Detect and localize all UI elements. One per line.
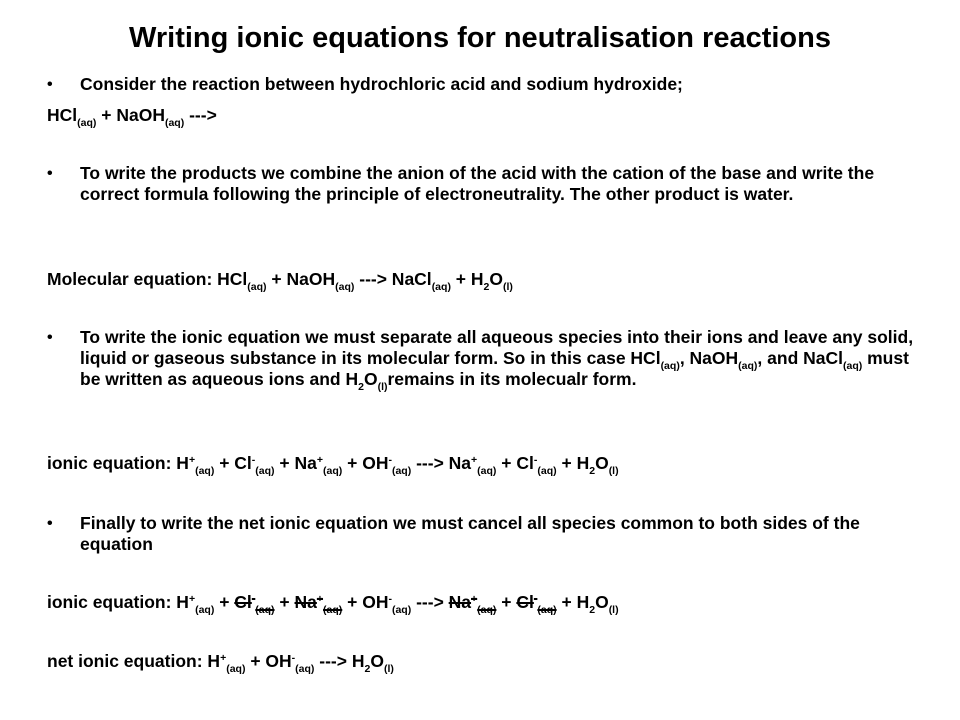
text-run: Consider the reaction between hydrochloric acid and sodium hydroxide; — [80, 74, 683, 94]
subscript: (aq) — [323, 604, 343, 616]
text-run: + Cl — [496, 453, 534, 473]
bullet-text-consider-reaction — [80, 74, 920, 95]
ionic-equation — [47, 453, 619, 477]
superscript: + — [188, 593, 196, 605]
subscript: (aq) — [247, 281, 267, 293]
text-run: ---> — [184, 105, 217, 125]
subscript: (aq) — [431, 281, 451, 293]
text-run: + H — [450, 269, 484, 289]
text-run: + — [214, 592, 235, 612]
text-run: + — [274, 592, 295, 612]
text-run: + OH — [342, 453, 389, 473]
superscript: + — [220, 652, 227, 664]
text-run: + NaOH — [96, 105, 165, 125]
subscript: 2 — [589, 465, 596, 477]
text-run: + OH — [342, 592, 389, 612]
text-run: + Na — [274, 453, 317, 473]
text-run: Molecular equation: HCl — [47, 269, 248, 289]
text-run: HCl — [47, 105, 78, 125]
text-run: To write the ionic equation we must separate all aqueous species into their ions and leave any solid, liquid or gaseous substance in its molecular form. So in this case HCl — [80, 327, 914, 368]
subscript: (aq) — [477, 604, 497, 616]
slide-title: Writing ionic equations for neutralisation reactions — [129, 22, 831, 54]
superscript: - — [388, 593, 392, 605]
superscript: - — [533, 454, 538, 466]
subscript: (aq) — [295, 663, 315, 675]
subscript: (l) — [503, 281, 513, 293]
subscript: (aq) — [660, 360, 680, 372]
text-run: ---> H — [314, 651, 365, 671]
text-run: ionic equation: H — [47, 453, 189, 473]
subscript: (aq) — [255, 465, 275, 477]
text-run: ---> NaCl — [354, 269, 432, 289]
text-run: remains in its molecualr form. — [387, 369, 637, 389]
subscript: (l) — [383, 663, 394, 675]
text-run: , NaOH — [679, 348, 739, 368]
superscript: - — [388, 454, 392, 466]
superscript: + — [316, 454, 324, 466]
bullet-marker: • — [47, 76, 53, 93]
ionic-equation-cancelled — [47, 592, 619, 616]
superscript: - — [251, 593, 256, 605]
subscript: (l) — [608, 465, 619, 477]
subscript: (aq) — [843, 360, 863, 372]
bullet-marker: • — [47, 515, 53, 532]
subscript: 2 — [589, 604, 596, 616]
molecular-equation — [47, 269, 513, 293]
text-run: Cl — [516, 592, 534, 612]
text-run: O — [363, 369, 378, 389]
bullet-marker: • — [47, 165, 53, 182]
text-run: , and NaCl — [757, 348, 843, 368]
subscript: (aq) — [477, 465, 497, 477]
text-run: Na — [448, 592, 472, 612]
bullet-text-net-ionic — [80, 513, 920, 555]
subscript: (aq) — [738, 360, 758, 372]
superscript: + — [316, 593, 324, 605]
subscript: (aq) — [195, 465, 215, 477]
text-run: + H — [556, 592, 590, 612]
subscript: (aq) — [537, 465, 557, 477]
reactants-equation — [47, 105, 217, 129]
text-run: + NaOH — [266, 269, 336, 289]
subscript: (aq) — [195, 604, 215, 616]
net-ionic-equation — [47, 651, 394, 675]
superscript: + — [471, 593, 478, 605]
bullet-marker: • — [47, 329, 53, 346]
subscript: (l) — [608, 604, 619, 616]
text-run: Na — [294, 592, 317, 612]
text-run: ---> — [411, 592, 449, 612]
subscript: (aq) — [323, 465, 343, 477]
text-run: net ionic equation: H — [47, 651, 221, 671]
text-run: Finally to write the net ionic equation we must cancel all species common to both sides of the equation — [80, 513, 860, 554]
bullet-text-ionic-explanation — [80, 327, 920, 393]
subscript: (aq) — [391, 465, 412, 477]
bullet-text-products — [80, 163, 920, 205]
superscript: + — [188, 454, 196, 466]
subscript: (aq) — [164, 117, 185, 129]
text-run: + H — [556, 453, 590, 473]
subscript: (aq) — [335, 281, 355, 293]
subscript: (aq) — [226, 663, 246, 675]
text-run: O — [489, 269, 503, 289]
text-run: ---> Na — [411, 453, 472, 473]
superscript: - — [251, 454, 256, 466]
text-run: must be written as aqueous ions and H — [80, 348, 909, 389]
text-run: O — [595, 453, 609, 473]
text-run: O — [370, 651, 384, 671]
subscript: (aq) — [77, 117, 97, 129]
subscript: (aq) — [255, 604, 275, 616]
text-run: + Cl — [214, 453, 252, 473]
text-run: Cl — [234, 592, 252, 612]
subscript: 2 — [364, 663, 371, 675]
subscript: (l) — [377, 381, 388, 393]
text-run: + — [496, 592, 517, 612]
subscript: 2 — [358, 381, 364, 393]
subscript: (aq) — [391, 604, 412, 616]
subscript: 2 — [483, 281, 490, 293]
text-run: + OH — [245, 651, 292, 671]
superscript: - — [291, 652, 296, 664]
text-run: ionic equation: H — [47, 592, 189, 612]
subscript: (aq) — [537, 604, 557, 616]
superscript: + — [471, 454, 478, 466]
superscript: - — [533, 593, 538, 605]
text-run: O — [595, 592, 609, 612]
text-run: To write the products we combine the anion of the acid with the cation of the base and write the correct formula following the principle of electroneutrality. The other product is water. — [80, 163, 875, 204]
